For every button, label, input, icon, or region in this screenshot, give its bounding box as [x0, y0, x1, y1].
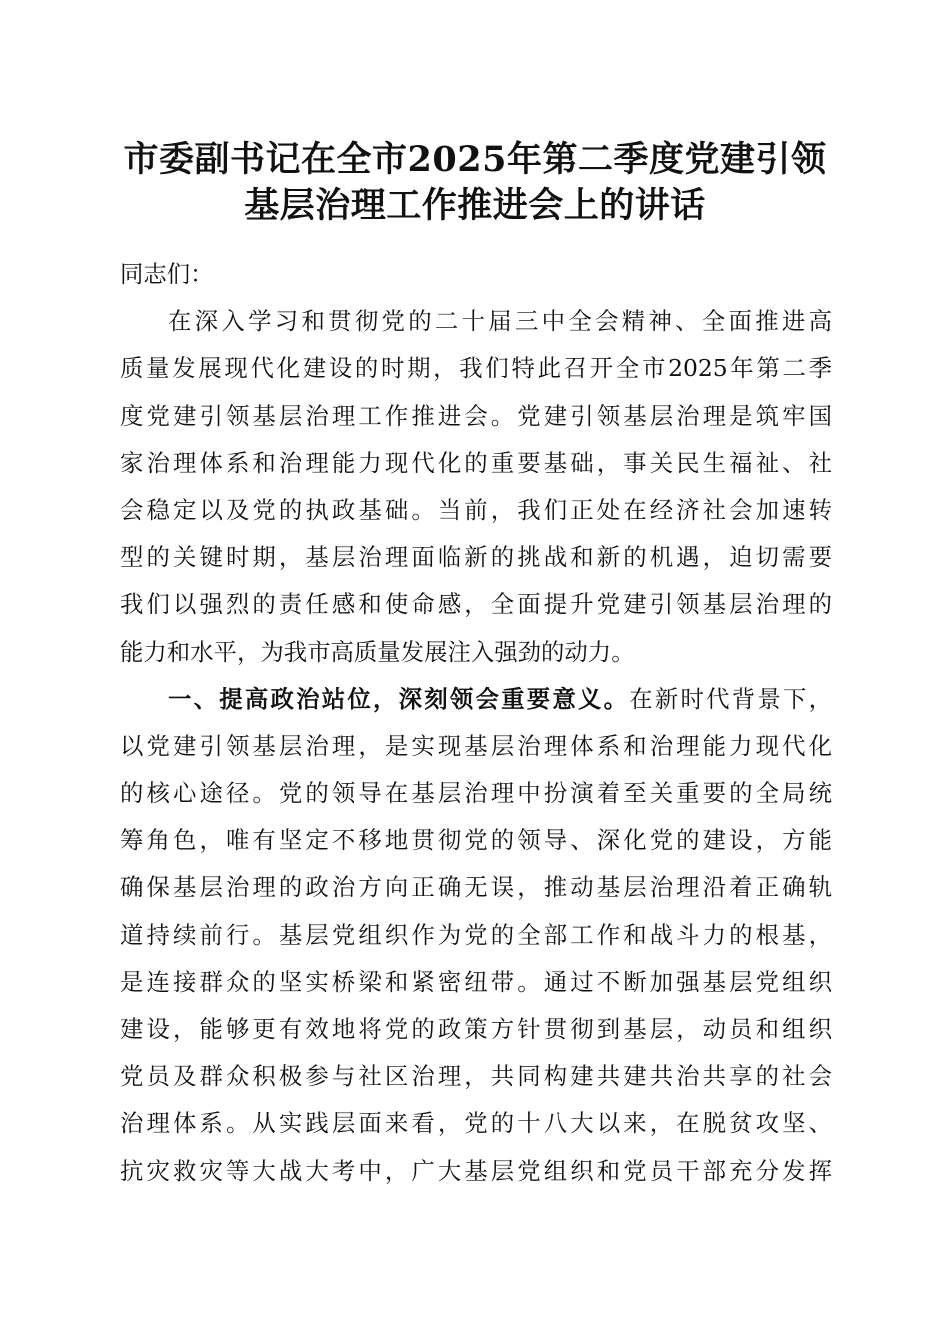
paragraph-line: 是连接群众的坚实桥梁和紧密纽带。通过不断加强基层党组织	[120, 967, 832, 996]
paragraph-line: 我们以强烈的责任感和使命感，全面提升党建引领基层治理的	[120, 590, 832, 619]
section-1-first-line	[120, 676, 832, 723]
section-1-paragraph	[120, 676, 832, 1195]
paragraph-line: 抗灾救灾等大战大考中，广大基层党组织和党员干部充分发挥	[120, 1156, 832, 1185]
paragraph-line: 家治理体系和治理能力现代化的重要基础，事关民生福祉、社	[120, 448, 832, 477]
paragraph-line: 的核心途径。党的领导在基层治理中扮演着至关重要的全局统	[120, 779, 832, 808]
intro-paragraph	[120, 298, 832, 676]
paragraph-line: 以党建引领基层治理，是实现基层治理体系和治理能力现代化	[120, 731, 832, 760]
paragraph-line: 在深入学习和贯彻党的二十届三中全会精神、全面推进高	[168, 307, 832, 336]
title-line-1: 市委副书记在全市2025年第二季度党建引领	[123, 139, 827, 180]
paragraph-line: 治理体系。从实践层面来看，党的十八大以来，在脱贫攻坚、	[120, 1109, 832, 1138]
paragraph-line: 会稳定以及党的执政基础。当前，我们正处在经济社会加速转	[120, 495, 832, 524]
section-1-heading: 一、提高政治站位，深刻领会重要意义。	[168, 684, 630, 713]
paragraph-line: 筹角色，唯有坚定不移地贯彻党的领导、深化党的建设，方能	[120, 826, 832, 855]
document-title	[60, 137, 890, 229]
section-1-first-line-text: 在新时代背景下，	[629, 684, 833, 713]
salutation: 同志们：	[120, 260, 214, 288]
document-body	[120, 251, 832, 1195]
title-line-2: 基层治理工作推进会上的讲话	[244, 185, 706, 226]
paragraph-line: 党员及群众积极参与社区治理，共同构建共建共治共享的社会	[120, 1062, 832, 1091]
paragraph-line: 型的关键时期，基层治理面临新的挑战和新的机遇，迫切需要	[120, 543, 832, 572]
paragraph-line: 道持续前行。基层党组织作为党的全部工作和战斗力的根基，	[120, 920, 832, 949]
paragraph-line: 能力和水平，为我市高质量发展注入强劲的动力。	[120, 637, 635, 666]
paragraph-line: 度党建引领基层治理工作推进会。党建引领基层治理是筑牢国	[120, 401, 832, 430]
paragraph-line: 建设，能够更有效地将党的政策方针贯彻到基层，动员和组织	[120, 1015, 832, 1043]
paragraph-line: 确保基层治理的政治方向正确无误，推动基层治理沿着正确轨	[120, 873, 832, 902]
paragraph-line: 质量发展现代化建设的时期，我们特此召开全市2025年第二季	[120, 354, 832, 383]
